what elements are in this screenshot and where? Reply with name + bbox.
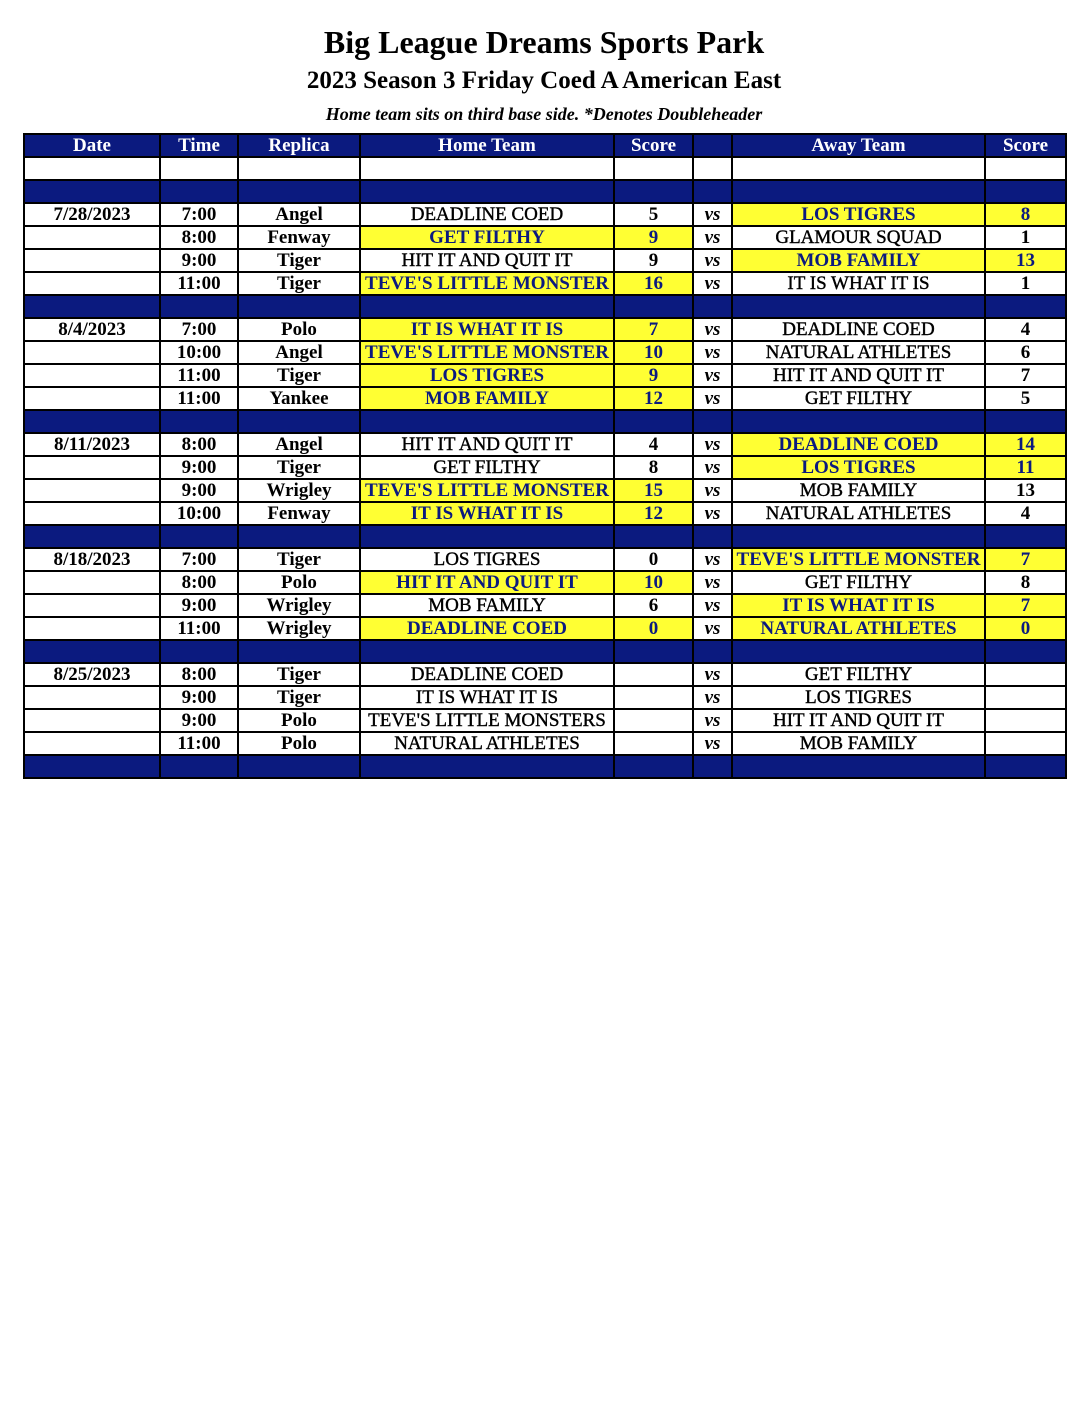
away-team: NATURAL ATHLETES [732,617,985,640]
away-score [985,709,1066,732]
game-replica-field: Fenway [238,226,360,249]
away-team: GLAMOUR SQUAD [732,226,985,249]
game-date: 7/28/2023 [24,203,160,226]
game-time: 7:00 [160,318,238,341]
home-team: TEVE'S LITTLE MONSTERS [360,709,614,732]
game-date [24,594,160,617]
game-date [24,249,160,272]
vs-label: vs [693,203,732,226]
away-score [985,686,1066,709]
vs-label: vs [693,571,732,594]
home-team: GET FILTHY [360,456,614,479]
away-score: 7 [985,594,1066,617]
vs-label: vs [693,548,732,571]
season-subtitle: 2023 Season 3 Friday Coed A American East [306,67,782,94]
game-time: 9:00 [160,709,238,732]
game-row [24,709,1066,732]
vs-label: vs [693,226,732,249]
game-date [24,272,160,295]
away-team: MOB FAMILY [732,479,985,502]
game-replica-field: Fenway [238,502,360,525]
game-replica-field: Polo [238,571,360,594]
home-score [614,686,693,709]
game-time: 9:00 [160,686,238,709]
game-date: 8/11/2023 [24,433,160,456]
away-score: 7 [985,548,1066,571]
away-team: LOS TIGRES [732,686,985,709]
game-row [24,479,1066,502]
vs-label: vs [693,318,732,341]
col-header-away-score: Score [985,134,1066,157]
away-team: IT IS WHAT IT IS [732,594,985,617]
home-team: LOS TIGRES [360,548,614,571]
home-score: 15 [614,479,693,502]
game-time: 8:00 [160,226,238,249]
game-replica-field: Yankee [238,387,360,410]
home-team: MOB FAMILY [360,387,614,410]
col-header-away-team: Away Team [732,134,985,157]
home-score: 9 [614,249,693,272]
game-date [24,226,160,249]
away-score: 0 [985,617,1066,640]
home-team: MOB FAMILY [360,594,614,617]
home-score [614,709,693,732]
col-header-home-score: Score [614,134,693,157]
game-row [24,548,1066,571]
away-score: 5 [985,387,1066,410]
game-time: 10:00 [160,502,238,525]
vs-label: vs [693,502,732,525]
schedule-note: Home team sits on third base side. *Denotes Doubleheader [325,104,763,124]
game-time: 7:00 [160,203,238,226]
away-team: NATURAL ATHLETES [732,502,985,525]
away-score: 4 [985,502,1066,525]
vs-label: vs [693,364,732,387]
home-team: IT IS WHAT IT IS [360,686,614,709]
home-score [614,663,693,686]
week-separator-band [24,640,1066,663]
away-team: HIT IT AND QUIT IT [732,709,985,732]
game-date [24,456,160,479]
game-time: 8:00 [160,571,238,594]
away-score: 13 [985,479,1066,502]
away-team: GET FILTHY [732,571,985,594]
away-score: 8 [985,571,1066,594]
home-score [614,732,693,755]
col-header-date: Date [24,134,160,157]
game-time: 11:00 [160,387,238,410]
game-replica-field: Angel [238,433,360,456]
game-time: 10:00 [160,341,238,364]
game-time: 11:00 [160,732,238,755]
away-team: HIT IT AND QUIT IT [732,364,985,387]
game-replica-field: Tiger [238,364,360,387]
game-row [24,617,1066,640]
away-team: NATURAL ATHLETES [732,341,985,364]
away-score: 4 [985,318,1066,341]
vs-label: vs [693,249,732,272]
away-team: GET FILTHY [732,663,985,686]
away-team: DEADLINE COED [732,433,985,456]
away-score: 13 [985,249,1066,272]
game-time: 9:00 [160,479,238,502]
page-title: Big League Dreams Sports Park [323,24,765,60]
game-row [24,318,1066,341]
game-row [24,433,1066,456]
game-time: 8:00 [160,663,238,686]
home-score: 7 [614,318,693,341]
home-score: 4 [614,433,693,456]
home-score: 5 [614,203,693,226]
home-team: IT IS WHAT IT IS [360,318,614,341]
vs-label: vs [693,456,732,479]
game-row [24,594,1066,617]
game-row [24,502,1066,525]
game-row [24,226,1066,249]
game-row [24,456,1066,479]
home-team: TEVE'S LITTLE MONSTER [360,272,614,295]
game-time: 7:00 [160,548,238,571]
away-team: LOS TIGRES [732,456,985,479]
game-time: 11:00 [160,364,238,387]
game-replica-field: Wrigley [238,617,360,640]
col-header-vs [693,134,732,157]
away-team: IT IS WHAT IT IS [732,272,985,295]
home-team: TEVE'S LITTLE MONSTER [360,341,614,364]
game-replica-field: Tiger [238,249,360,272]
away-score [985,663,1066,686]
game-date: 8/18/2023 [24,548,160,571]
game-row [24,732,1066,755]
game-replica-field: Wrigley [238,479,360,502]
game-date [24,502,160,525]
away-team: MOB FAMILY [732,249,985,272]
game-replica-field: Tiger [238,548,360,571]
game-date [24,709,160,732]
game-replica-field: Angel [238,341,360,364]
game-row [24,249,1066,272]
game-date [24,686,160,709]
away-score [985,732,1066,755]
week-separator-band [24,295,1066,318]
home-team: DEADLINE COED [360,617,614,640]
away-team: MOB FAMILY [732,732,985,755]
game-date [24,479,160,502]
game-replica-field: Tiger [238,663,360,686]
game-date [24,732,160,755]
vs-label: vs [693,341,732,364]
home-team: HIT IT AND QUIT IT [360,571,614,594]
game-row [24,272,1066,295]
game-replica-field: Wrigley [238,594,360,617]
week-separator-band [24,755,1066,778]
schedule-body [24,157,1066,778]
home-team: HIT IT AND QUIT IT [360,433,614,456]
game-replica-field: Tiger [238,686,360,709]
away-team: TEVE'S LITTLE MONSTER [732,548,985,571]
home-team: TEVE'S LITTLE MONSTER [360,479,614,502]
home-team: IT IS WHAT IT IS [360,502,614,525]
week-separator-band [24,410,1066,433]
game-row [24,364,1066,387]
game-date [24,571,160,594]
game-row [24,663,1066,686]
week-separator-band [24,180,1066,203]
away-score: 14 [985,433,1066,456]
game-date: 8/4/2023 [24,318,160,341]
vs-label: vs [693,709,732,732]
vs-label: vs [693,594,732,617]
away-score: 8 [985,203,1066,226]
home-score: 6 [614,594,693,617]
home-score: 9 [614,364,693,387]
home-score: 12 [614,387,693,410]
vs-label: vs [693,663,732,686]
game-replica-field: Polo [238,318,360,341]
game-replica-field: Tiger [238,456,360,479]
home-score: 0 [614,548,693,571]
home-team: NATURAL ATHLETES [360,732,614,755]
away-team: DEADLINE COED [732,318,985,341]
away-score: 11 [985,456,1066,479]
game-replica-field: Tiger [238,272,360,295]
schedule-table [23,133,1067,779]
home-score: 8 [614,456,693,479]
game-time: 11:00 [160,272,238,295]
game-replica-field: Angel [238,203,360,226]
game-date [24,341,160,364]
home-score: 16 [614,272,693,295]
away-team: LOS TIGRES [732,203,985,226]
home-team: HIT IT AND QUIT IT [360,249,614,272]
blank-row [24,157,1066,180]
home-team: GET FILTHY [360,226,614,249]
col-header-time: Time [160,134,238,157]
game-time: 9:00 [160,249,238,272]
game-date [24,617,160,640]
game-time: 9:00 [160,456,238,479]
vs-label: vs [693,686,732,709]
home-score: 10 [614,341,693,364]
game-row [24,387,1066,410]
vs-label: vs [693,433,732,456]
col-header-replica: Replica [238,134,360,157]
vs-label: vs [693,617,732,640]
away-team: GET FILTHY [732,387,985,410]
game-row [24,203,1066,226]
away-score: 6 [985,341,1066,364]
game-date [24,364,160,387]
away-score: 1 [985,272,1066,295]
game-time: 8:00 [160,433,238,456]
away-score: 1 [985,226,1066,249]
home-team: DEADLINE COED [360,663,614,686]
game-row [24,341,1066,364]
vs-label: vs [693,272,732,295]
vs-label: vs [693,387,732,410]
home-team: DEADLINE COED [360,203,614,226]
game-date [24,387,160,410]
vs-label: vs [693,479,732,502]
home-score: 12 [614,502,693,525]
game-replica-field: Polo [238,709,360,732]
away-score: 7 [985,364,1066,387]
vs-label: vs [693,732,732,755]
header-row [24,134,1066,157]
home-score: 0 [614,617,693,640]
home-score: 9 [614,226,693,249]
game-row [24,686,1066,709]
week-separator-band [24,525,1066,548]
col-header-home-team: Home Team [360,134,614,157]
game-row [24,571,1066,594]
home-team: LOS TIGRES [360,364,614,387]
game-date: 8/25/2023 [24,663,160,686]
home-score: 10 [614,571,693,594]
game-time: 9:00 [160,594,238,617]
game-replica-field: Polo [238,732,360,755]
game-time: 11:00 [160,617,238,640]
